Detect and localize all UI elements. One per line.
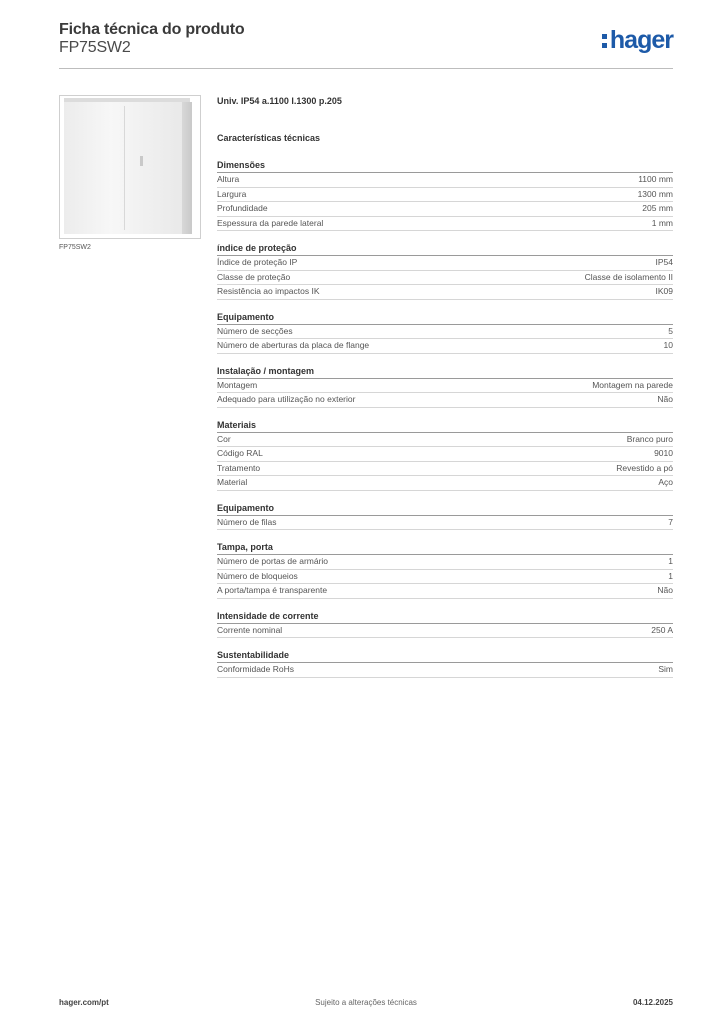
spec-row: [217, 433, 673, 448]
spec-groups: [217, 159, 673, 678]
spec-row: [217, 188, 673, 203]
spec-value: Branco puro: [626, 433, 673, 444]
spec-label: Tratamento: [217, 462, 261, 473]
spec-row: [217, 555, 673, 570]
spec-group-title: Equipamento: [217, 502, 673, 516]
spec-row: [217, 256, 673, 271]
footer-website: hager.com/pt: [59, 998, 109, 1007]
spec-value: Sim: [658, 664, 673, 674]
spec-group-title: Dimensões: [217, 159, 673, 173]
spec-label: Adequado para utilização no exterior: [217, 394, 356, 404]
spec-row: [217, 339, 673, 354]
spec-value: IP54: [655, 257, 673, 267]
spec-value: Não: [657, 394, 673, 404]
spec-group-title: Materiais: [217, 419, 673, 433]
spec-value: 250 A: [651, 624, 673, 635]
spec-row: [217, 624, 673, 639]
spec-label: Profundidade: [217, 203, 268, 213]
image-caption: FP75SW2: [59, 244, 91, 251]
spec-value: Aço: [658, 477, 673, 487]
spec-value: IK09: [655, 286, 673, 296]
document-title: Ficha técnica do produto: [59, 21, 245, 38]
spec-value: 1: [668, 556, 673, 566]
spec-row: [217, 584, 673, 599]
spec-group-title: Sustentabilidade: [217, 649, 673, 663]
spec-row: [217, 325, 673, 340]
spec-label: Código RAL: [217, 448, 263, 458]
spec-label: Número de filas: [217, 516, 277, 527]
product-name: Univ. IP54 a.1100 l.1300 p.205: [217, 96, 342, 106]
spec-label: Número de secções: [217, 325, 293, 336]
spec-label: Número de portas de armário: [217, 556, 329, 566]
spec-value: 7: [668, 516, 673, 527]
spec-label: Montagem: [217, 379, 258, 390]
spec-row: [217, 202, 673, 217]
header-divider: [59, 68, 673, 69]
spec-label: Material: [217, 477, 248, 487]
spec-group: [217, 242, 673, 300]
spec-value: 205 mm: [642, 203, 673, 213]
spec-label: Corrente nominal: [217, 624, 283, 635]
spec-label: A porta/tampa é transparente: [217, 585, 328, 595]
product-image: [59, 95, 201, 239]
spec-row: [217, 570, 673, 585]
logo-dots-icon: [602, 34, 607, 48]
spec-label: Altura: [217, 174, 240, 184]
spec-value: 1100 mm: [638, 174, 673, 184]
spec-group: [217, 365, 673, 408]
page-footer: [59, 998, 673, 1010]
spec-label: Conformidade RoHs: [217, 664, 295, 674]
spec-label: Classe de proteção: [217, 271, 291, 282]
spec-label: Número de aberturas da placa de flange: [217, 340, 370, 350]
spec-row: [217, 516, 673, 531]
spec-value: 1300 mm: [637, 188, 673, 199]
spec-value: 9010: [654, 448, 673, 458]
spec-value: Montagem na parede: [592, 379, 673, 390]
footer-date: 04.12.2025: [632, 998, 673, 1007]
spec-group-title: índice de proteção: [217, 242, 673, 256]
spec-row: [217, 285, 673, 300]
product-reference: FP75SW2: [59, 39, 131, 56]
spec-value: 1: [668, 570, 673, 581]
spec-value: 5: [668, 325, 673, 336]
spec-group: [217, 311, 673, 354]
page-header: [59, 20, 673, 70]
spec-row: [217, 447, 673, 462]
spec-group-title: Instalação / montagem: [217, 365, 673, 379]
spec-value: Revestido a pó: [616, 462, 673, 473]
spec-label: Largura: [217, 188, 247, 199]
spec-row: [217, 663, 673, 678]
spec-row: [217, 173, 673, 188]
spec-row: [217, 393, 673, 408]
spec-row: [217, 476, 673, 491]
spec-label: Índice de proteção IP: [217, 257, 298, 267]
spec-group: [217, 649, 673, 678]
spec-group: [217, 541, 673, 599]
spec-label: Resistência ao impactos IK: [217, 286, 320, 296]
spec-value: 1 mm: [651, 217, 673, 228]
spec-row: [217, 462, 673, 477]
spec-label: Número de bloqueios: [217, 570, 298, 581]
section-heading: Características técnicas: [217, 133, 321, 143]
logo-text: hager: [609, 25, 673, 54]
spec-group: [217, 159, 673, 231]
spec-label: Cor: [217, 433, 231, 444]
spec-sheet: [217, 94, 673, 678]
spec-value: Classe de isolamento II: [584, 271, 673, 282]
spec-value: 10: [663, 340, 673, 350]
spec-row: [217, 217, 673, 232]
spec-group: [217, 610, 673, 639]
spec-group: [217, 419, 673, 491]
spec-group-title: Equipamento: [217, 311, 673, 325]
spec-row: [217, 271, 673, 286]
spec-value: Não: [657, 585, 673, 595]
spec-group-title: Tampa, porta: [217, 541, 673, 555]
spec-label: Espessura da parede lateral: [217, 217, 324, 228]
spec-row: [217, 379, 673, 394]
spec-group: [217, 502, 673, 531]
footer-notice: Sujeito a alterações técnicas: [315, 998, 417, 1007]
hager-logo: [602, 25, 673, 55]
spec-group-title: Intensidade de corrente: [217, 610, 673, 624]
